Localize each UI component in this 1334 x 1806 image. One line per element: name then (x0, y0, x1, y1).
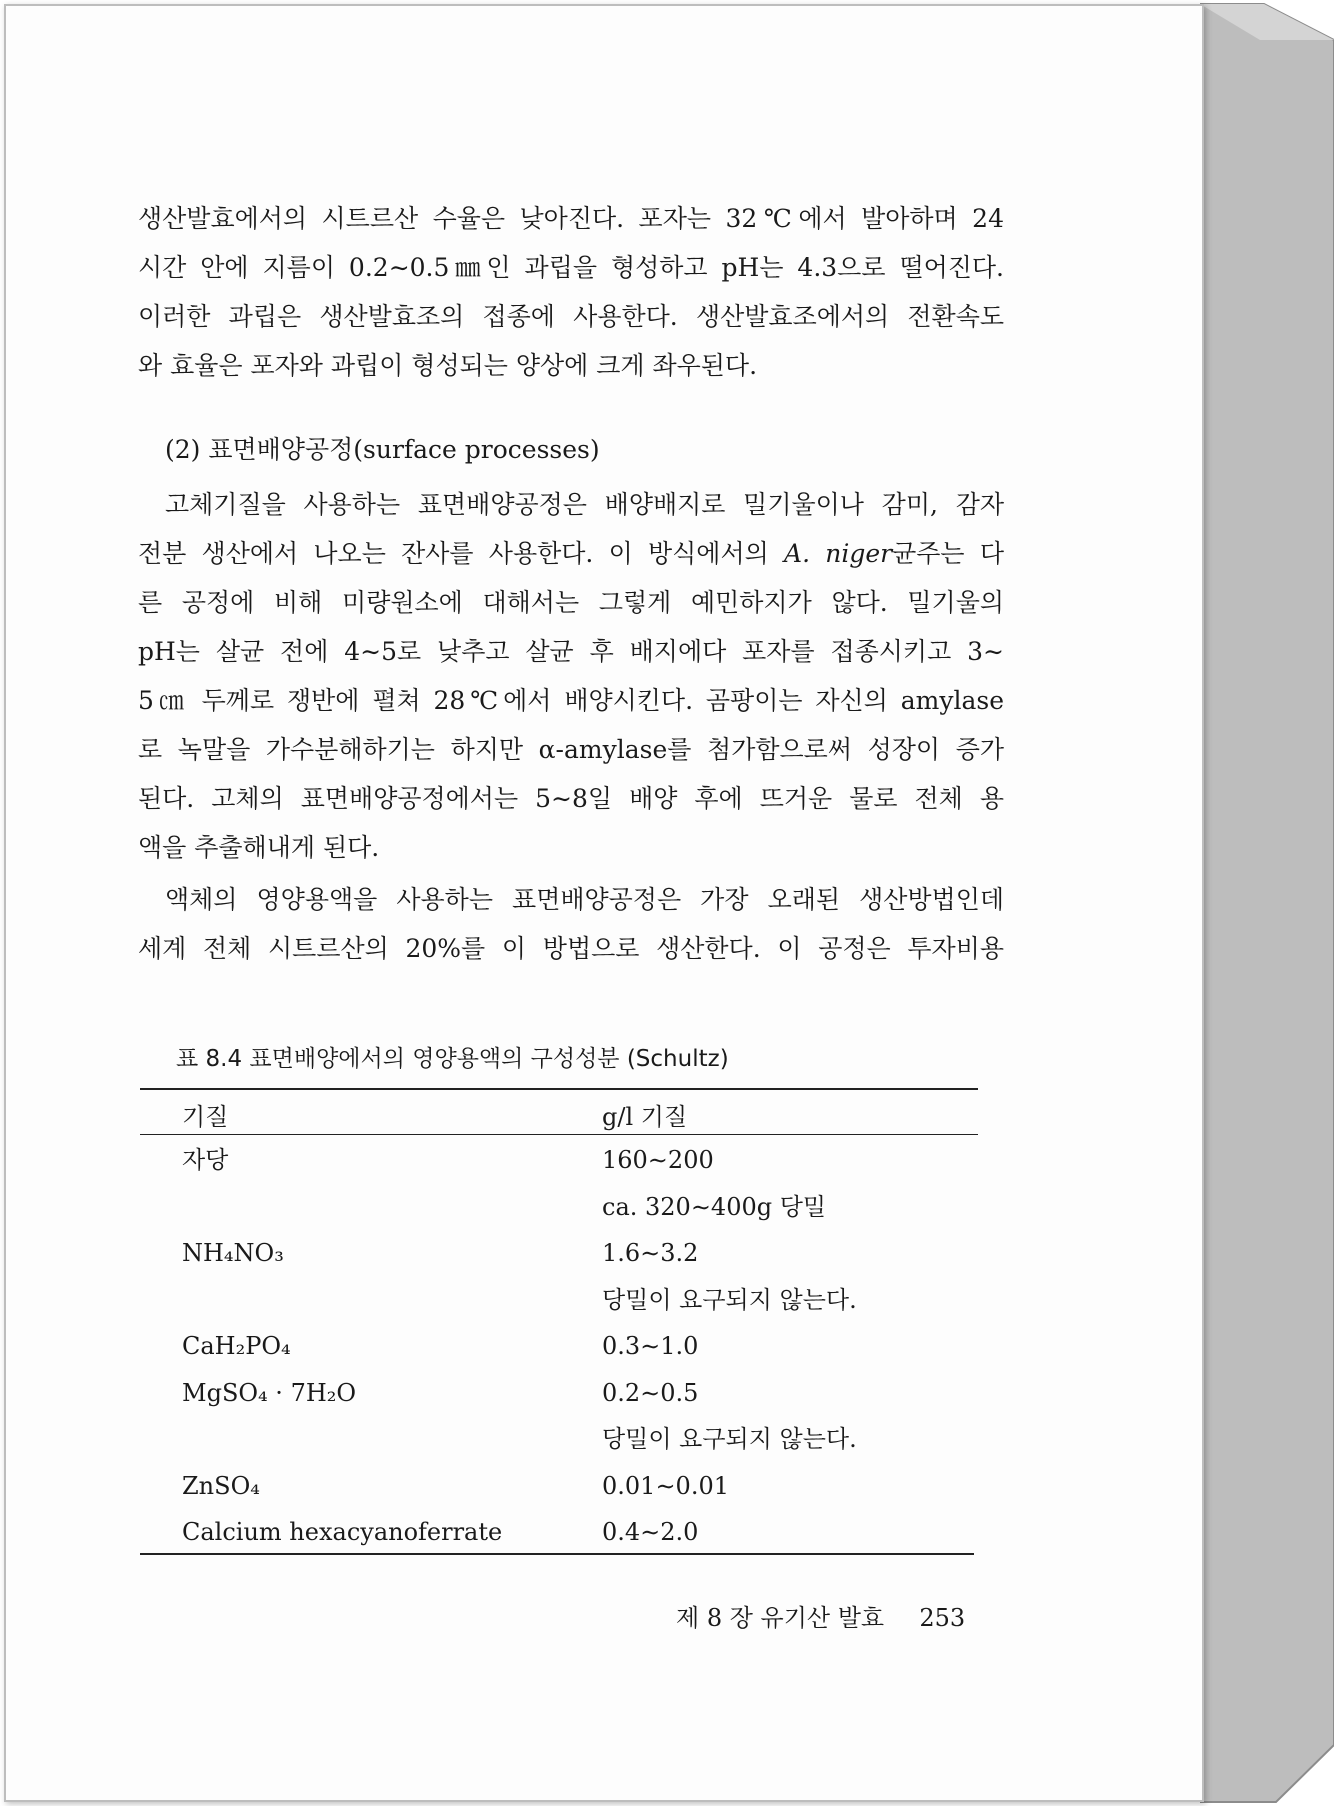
substrate-cell: CaH₂PO₄ (182, 1332, 291, 1360)
page-footer (676, 1598, 965, 1633)
text-line: 생산발효에서의 시트르산 수율은 낮아진다. 포자는 32℃에서 발아하며 24 (138, 204, 1004, 233)
table-header-cell: 기질 (182, 1103, 229, 1131)
text-line: 시간 안에 지름이 0.2∼0.5㎜인 과립을 형성하고 pH는 4.3으로 떨어진다. (138, 253, 1004, 282)
text-line: 른 공정에 비해 미량원소에 대해서는 그렇게 예민하지가 않다. 밀기울의 (138, 588, 1004, 617)
table-header-rule (140, 1134, 978, 1135)
amount-cell: 0.2∼0.5 (602, 1378, 699, 1407)
substrate-cell: 자당 (182, 1146, 229, 1174)
paragraph-1 (138, 194, 1004, 390)
section-heading: (2) 표면배양공정(surface processes) (165, 435, 600, 464)
amount-cell: 0.01∼0.01 (602, 1471, 729, 1500)
book-edge (1200, 0, 1334, 1806)
amount-cell: 1.6∼3.2 (602, 1239, 699, 1267)
table-caption: 표 8.4 표면배양에서의 영양용액의 구성성분 (Schultz) (176, 1046, 729, 1072)
text-line: 고체기질을 사용하는 표면배양공정은 배양배지로 밀기울이나 감미, 감자 (165, 490, 1004, 519)
substrate-cell: MgSO₄ · 7H₂O (182, 1378, 357, 1407)
text-line: 액을 추출해내게 된다. (138, 833, 380, 862)
text-line: 이러한 과립은 생산발효조의 접종에 사용한다. 생산발효조에서의 전환속도 (138, 302, 1004, 331)
amount-cell: 당밀이 요구되지 않는다. (602, 1285, 857, 1314)
text-line: 된다. 고체의 표면배양공정에서는 5∼8일 배양 후에 뜨거운 물로 전체 용 (138, 784, 1004, 813)
substrate-cell: NH₄NO₃ (182, 1239, 284, 1267)
chapter-title: 제 8 장 유기산 발효 (676, 1604, 885, 1632)
text-line: 와 효율은 포자와 과립이 형성되는 양상에 크게 좌우된다. (138, 351, 758, 380)
amount-cell: 당밀이 요구되지 않는다. (602, 1425, 857, 1453)
species-name: A. niger (784, 539, 893, 568)
substrate-cell: Calcium hexacyanoferrate (182, 1518, 503, 1546)
paragraph-3 (138, 875, 1004, 973)
paragraph-2 (138, 480, 1004, 872)
table-bottom-rule (140, 1553, 974, 1555)
table-header-cell: g/l 기질 (602, 1103, 688, 1131)
amount-cell: ca. 320∼400g 당밀 (602, 1192, 827, 1221)
text-line: 5㎝ 두께로 쟁반에 펼쳐 28℃에서 배양시킨다. 곰팡이는 자신의 amylase (138, 686, 1004, 715)
text-line: 전분 생산에서 나오는 잔사를 사용한다. 이 방식에서의 A. niger균주는 다 (138, 539, 1004, 568)
amount-cell: 0.4∼2.0 (602, 1518, 699, 1546)
amount-cell: 160∼200 (602, 1146, 714, 1174)
text-line: 액체의 영양용액을 사용하는 표면배양공정은 가장 오래된 생산방법인데 (165, 885, 1004, 914)
text-line: 세계 전체 시트르산의 20%를 이 방법으로 생산한다. 이 공정은 투자비용 (138, 934, 1004, 963)
substrate-cell: ZnSO₄ (182, 1471, 260, 1500)
page-number: 253 (919, 1604, 966, 1632)
table-top-rule (140, 1088, 978, 1090)
amount-cell: 0.3∼1.0 (602, 1332, 699, 1360)
text-line: 로 녹말을 가수분해하기는 하지만 α-amylase를 첨가함으로써 성장이 증가 (138, 735, 1004, 764)
text-line: pH는 살균 전에 4∼5로 낮추고 살균 후 배지에다 포자를 접종시키고 3∼ (138, 637, 1004, 666)
